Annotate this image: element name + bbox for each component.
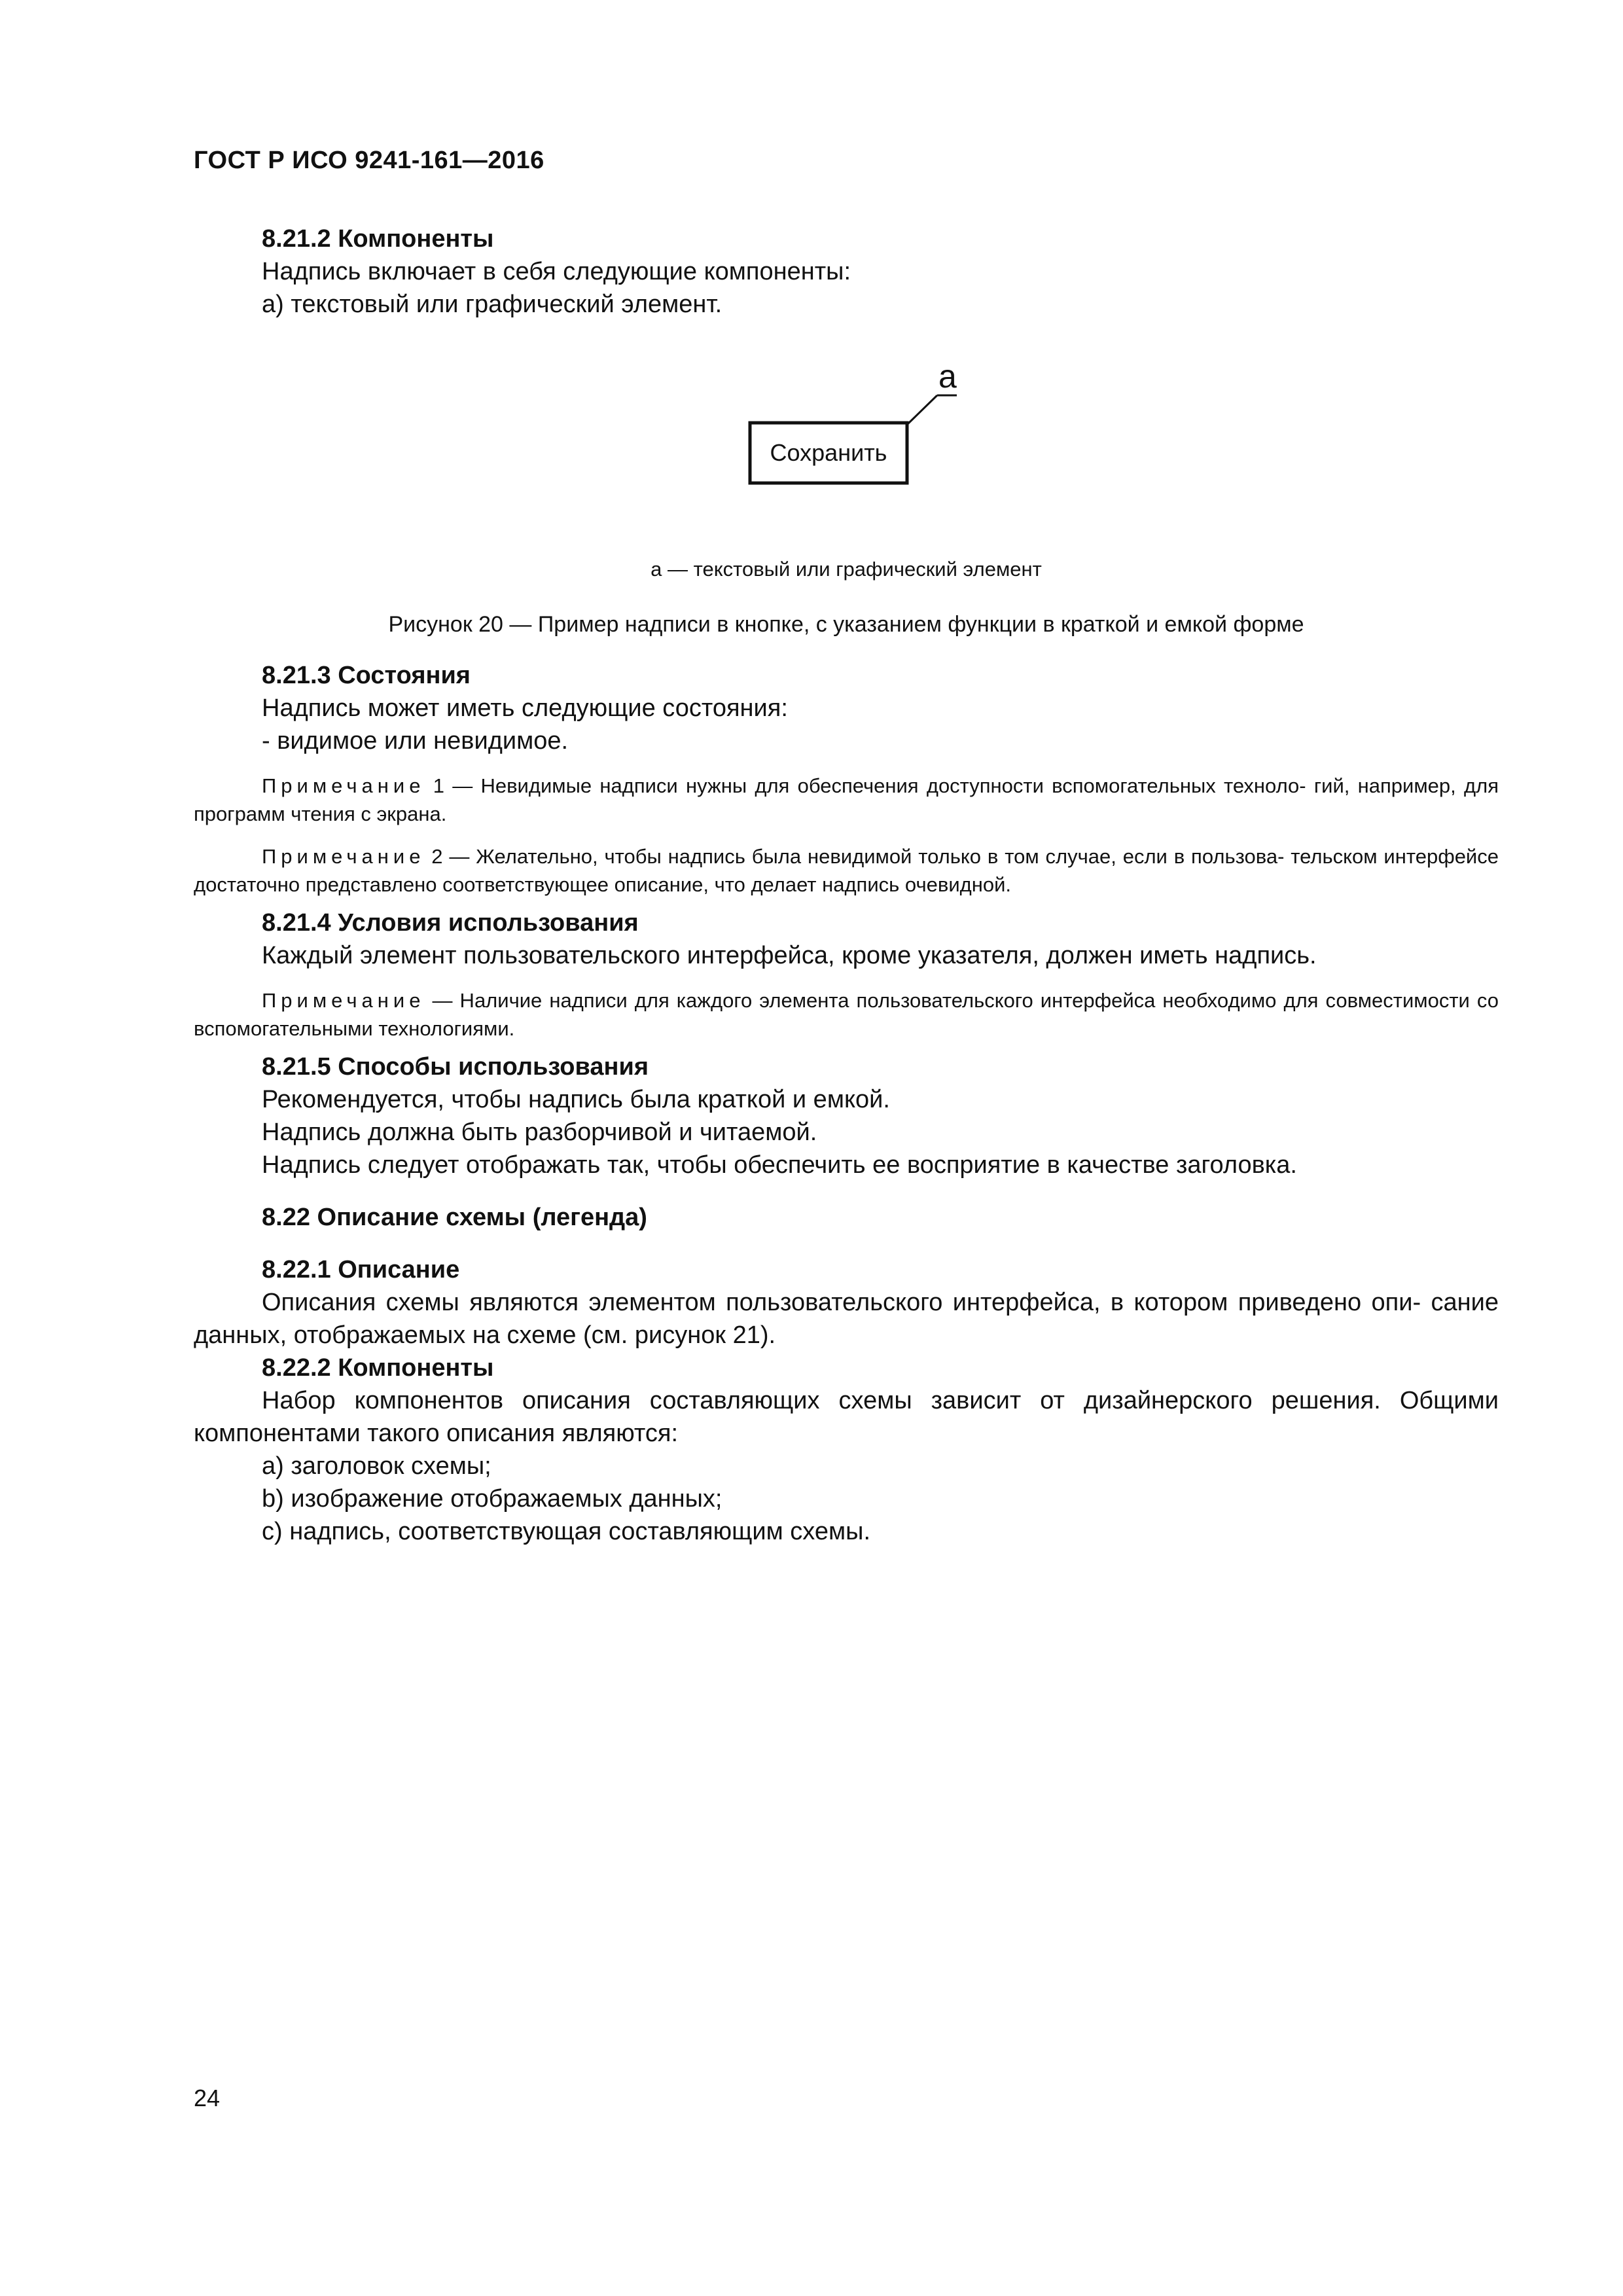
paragraph-usage-line-2: Надпись должна быть разборчивой и читаемой.	[262, 1119, 817, 1146]
note-2-label: Примечание	[262, 845, 425, 868]
note-usage-label: Примечание	[262, 989, 425, 1012]
note-usage-conditions	[194, 986, 1499, 1043]
paragraph-legend-description: Описания схемы являются элементом пользовательского интерфейса, в котором приведено опи- сание данных, отображаемых на схеме (см. рисунок 21).	[194, 1289, 1499, 1349]
save-button-label: Сохранить	[770, 439, 887, 466]
paragraph-components-intro: Надпись включает в себя следующие компоненты:	[262, 258, 851, 285]
list-item-b-data-image: b) изображение отображаемых данных;	[262, 1485, 722, 1513]
note-2-text: 2 — Желательно, чтобы надпись была невидимой только в том случае, если в пользова- тельском интерфейсе достаточно представлено соответствующее описание, что делает надпись очевидной.	[194, 845, 1499, 896]
list-item-c-label: с) надпись, соответствующая составляющим схемы.	[262, 1518, 870, 1545]
page-content	[194, 223, 1499, 1548]
heading-8-22: 8.22 Описание схемы (легенда)	[262, 1204, 647, 1231]
note-usage-text: — Наличие надписи для каждого элемента пользовательского интерфейса необходимо для совместимости со вспомогательными технологиями.	[194, 989, 1499, 1040]
heading-8-21-5: 8.21.5 Способы использования	[262, 1053, 649, 1081]
list-item-a-legend-title: а) заголовок схемы;	[262, 1452, 491, 1480]
document-header: ГОСТ Р ИСО 9241-161—2016	[194, 147, 544, 174]
callout-label: а	[938, 358, 957, 395]
note-1	[194, 772, 1499, 828]
paragraph-legend-components: Набор компонентов описания составляющих схемы зависит от дизайнерского решения. Общими компонентами такого описания являются:	[194, 1387, 1499, 1447]
page-number: 24	[194, 2085, 221, 2111]
heading-8-21-3: 8.21.3 Состояния	[262, 662, 471, 689]
note-2	[194, 842, 1499, 899]
figure-20-legend: а — текстовый или графический элемент	[651, 558, 1042, 581]
list-item-a: а) текстовый или графический элемент.	[262, 291, 722, 318]
paragraph-usage-line-3: Надпись следует отображать так, чтобы обеспечить ее восприятие в качестве заголовка.	[262, 1151, 1297, 1179]
heading-8-22-2: 8.22.2 Компоненты	[262, 1354, 494, 1382]
figure-20-caption: Рисунок 20 — Пример надписи в кнопке, с указанием функции в краткой и емкой форме	[388, 612, 1304, 637]
figure-20	[194, 347, 1499, 543]
list-item-visibility: - видимое или невидимое.	[262, 727, 569, 755]
paragraph-usage-conditions: Каждый элемент пользовательского интерфейса, кроме указателя, должен иметь надпись.	[262, 942, 1317, 969]
heading-8-21-2: 8.21.2 Компоненты	[262, 225, 494, 253]
note-1-label: Примечание	[262, 774, 425, 797]
heading-8-21-4: 8.21.4 Условия использования	[262, 909, 639, 937]
note-1-text: 1 — Невидимые надписи нужны для обеспечения доступности вспомогательных техноло- гий, например, для программ чтения с экрана.	[194, 774, 1499, 825]
figure-20-drawing	[194, 347, 1499, 543]
heading-8-22-1: 8.22.1 Описание	[262, 1256, 460, 1283]
paragraph-usage-line-1: Рекомендуется, чтобы надпись была краткой и емкой.	[262, 1086, 890, 1113]
paragraph-states-intro: Надпись может иметь следующие состояния:	[262, 694, 788, 722]
